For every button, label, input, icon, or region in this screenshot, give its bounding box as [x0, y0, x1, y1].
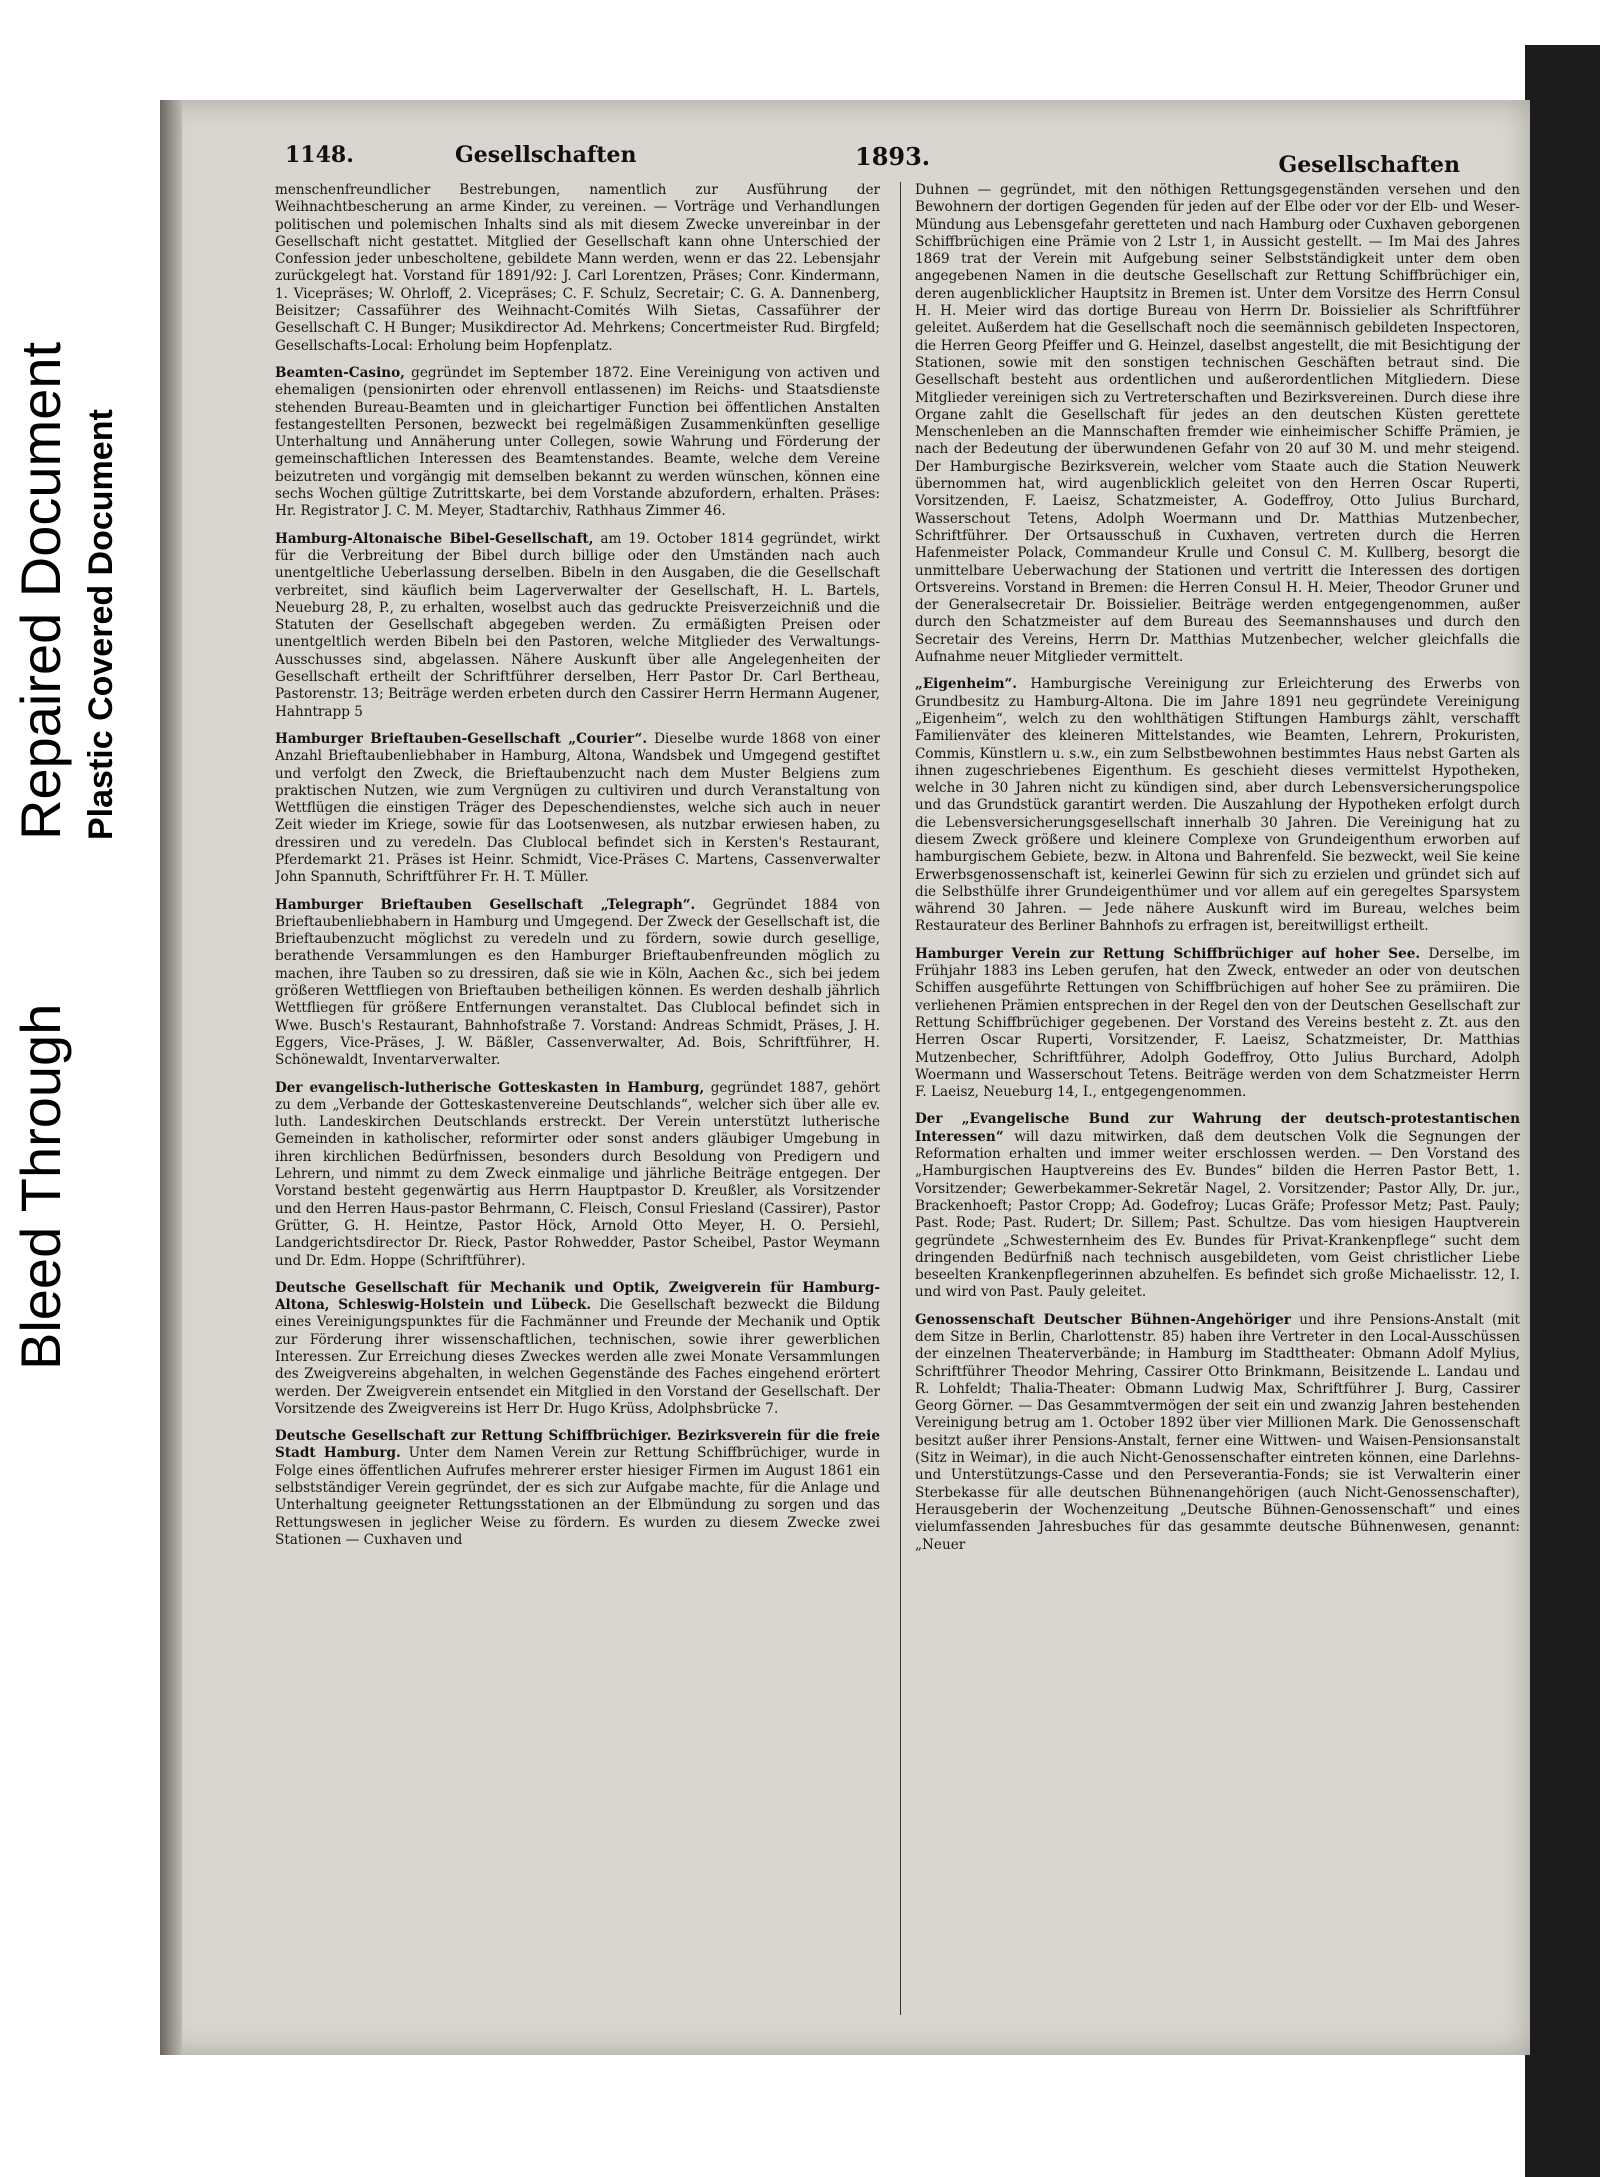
bleed-through-label: Bleed Through: [9, 1003, 72, 1370]
entry-head: Der „Evangelische Bund zur Wahrung der deutsch-protestantischen Interessen“: [915, 1111, 1520, 1145]
entry: [275, 1080, 880, 1270]
entry-head: Hamburger Verein zur Rettung Schiffbrüchiger auf hoher See.: [915, 945, 1421, 962]
entry-body: Dieselbe wurde 1868 von einer Anzahl Brieftaubenliebhaber in Hamburg, Altona, Wandsbek und Umgegend gestiftet und verfolgt den Zweck, die Brieftaubenzucht nach dem Muster Belgiens zum praktischen Nutzen, wie zum Vergnügen zu cultiviren und durch Veranstaltung von Wettflügen die einstigen Träger des Depeschendienstes, welche sich auch in neuer Zeit wieder im Kriege, sowie für das Lootsenwesen, als nutzbar erwiesen haben, zu dressiren und zu veredeln. Das Clublocal befindet sich in Kersten's Restaurant, Pferdemarkt 21. Präses ist Heinr. Schmidt, Vice-Präses C. Martens, Cassenverwalter John Spannuth, Schriftführer Fr. H. T. Müller.: [275, 730, 880, 886]
left-column: [275, 182, 880, 2015]
entry-body: Hamburgische Vereinigung zur Erleichterung des Erwerbs von Grundbesitz zu Hamburg-Altona. Die im Jahre 1891 neu gegründete Vereinigung „Eigenheim“, welch zu den wohlthätigen Stiftungen Hamburgs zählt, verschafft Familienväter des kleineren Mittelstandes, wie Beamten, Lehrern, Prokuristen, Commis, Künstlern u. s.w., ein zum Selbstbewohnen bestimmtes Haus nebst Garten als ihnen zugeschriebenes Eigenthum. Es geschieht dieses vermittelst Hypotheken, welche in 30 Jahren nicht zu kündigen sind, aber durch Lebensversicherungspolice und das Grundstück garantirt werden. Die Auszahlung der Hypotheken erfolgt durch die Lebensversicherungsgesellschaft innerhalb 30 Jahren. Die Vereinigung hat zu diesem Zweck größere und kleinere Complexe von Grundeigenthum erworben auf hamburgischem Gebiete, bezw. in Altona und Bahrenfeld. Sie bezweckt, weil Sie keine Erwerbsgenossenschaft ist, keinerlei Gewinn für sich zu erzielen und gründet sich auf die Selbsthülfe ihrer Grundeigenthümer und vor allem auf ein geregeltes Sparsystem während 30 Jahren. — Jede nähere Auskunft wird im Bureau, welches beim Restaurateur des Berliner Bahnhofs zu erfragen ist, bereitwilligst ertheilt.: [915, 676, 1520, 935]
entry-head: Der evangelisch-lutherische Gotteskasten in Hamburg,: [275, 1079, 705, 1096]
entry-body: Gegründet 1884 von Brieftaubenliebhabern in Hamburg und Umgegend. Der Zweck der Gesellschaft ist, die Brieftaubenzucht möglichst zu veredeln und zu fördern, sowie durch gesellige, berathende Versammlungen es den Hamburger Brieftaubenfreunden möglich zu machen, ihre Tauben so zu dressiren, daß sie wie in Köln, Aachen &c., sich bei jedem größeren Wettfliegen von Brieftauben betheiligen können. Es werden deshalb jährlich Wettfliegen für größere Entfernungen veranstaltet. Das Clublocal befindet sich in Wwe. Busch's Restaurant, Bahnhofstraße 7. Vorstand: Andreas Schmidt, Präses, J. H. Eggers, Vice-Präses, J. W. Bäßler, Cassenverwalter, Ad. Bois, Schriftführer, H. Schönewaldt, Inventarverwalter.: [275, 896, 880, 1069]
entry-head: Hamburger Brieftauben-Gesellschaft „Courier“.: [275, 730, 648, 747]
entry: [915, 1111, 1520, 1301]
binding-shadow: [160, 100, 182, 2055]
entry-head: Deutsche Gesellschaft zur Rettung Schiffbrüchiger. Bezirksverein für die freie Stadt Hamburg.: [275, 1428, 880, 1462]
entry-body: Die Gesellschaft bezweckt die Bildung eines Vereinigungspunktes für die Fachmänner und Freunde der Mechanik und Optik zur Förderung ihrer wissenschaftlichen, technischen, sowie ihrer gewerblichen Interessen. Zur Erreichung dieses Zweckes werden alle zwei Monate Versammlungen des Zweigvereins abgehalten, in welchen Gegenstände des Faches eingehend erörtert werden. Der Zweigverein entsendet ein Mitglied in den Vorstand der Gesellschaft. Der Vorsitzende des Zweigvereins ist Herr Dr. Hugo Krüss, Adolphsbrücke 7.: [275, 1297, 880, 1417]
year-label: 1893.: [855, 142, 931, 171]
entry-head: „Eigenheim“.: [915, 676, 1018, 693]
entry: [275, 182, 880, 355]
entry-body: gegründet 1887, gehört zu dem „Verbande der Gotteskastenvereine Deutschlands“, welcher sich über alle ev. luth. Landeskirchen Deutschlands erstreckt. Der Verein unterstützt lutherische Gemeinden in katholischer, reformirter oder sonst anders gläubiger Umgebung in ihren kirchlichen Bedürfnissen, besonders durch Besoldung von Predigern und Lehrern, und nimmt zu dem Zweck einmalige und jährliche Beiträge entgegen. Der Vorstand besteht gegenwärtig aus Herrn Hauptpastor D. Kreußler, als Vorsitzender und den Herren Haus-pastor Behrmann, C. Fleisch, Consul Friesland (Cassirer), Pastor Grütter, G. H. Heintze, Pastor Höck, Arnold Otto Meyer, H. O. Persiehl, Landgerichtsdirector Dr. Rieck, Pastor Rohwedder, Pastor Scheibel, Pastor Weymann und Dr. Edm. Hoppe (Schriftführer).: [275, 1079, 880, 1269]
entry-body: Derselbe, im Frühjahr 1883 ins Leben gerufen, hat den Zweck, entweder an oder von deutschen Schiffen ausgeführte Rettungen von Schiffbrüchigen auf hoher See zu prämiiren. Die verliehenen Prämien entsprechen in der Regel den von der Deutschen Gesellschaft zur Rettung Schiffbrüchiger gegebenen. Der Vorstand des Vereins besteht z. Zt. aus den Herren Oscar Ruperti, Vorsitzender, F. Laeisz, Schatzmeister, Dr. Matthias Mutzenbecher, Schriftführer, Adolph Godeffroy, Otto Julius Burchard, Adolph Woermann und Wasserschout Tetens. Beiträge werden von dem Schatzmeister Herrn F. Laeisz, Neueburg 14, I., entgegengenommen.: [915, 945, 1520, 1101]
entry: [275, 731, 880, 887]
entry-head: Genossenschaft Deutscher Bühnen-Angehöriger: [915, 1311, 1291, 1328]
entry-body: Duhnen — gegründet, mit den nöthigen Rettungsgegenständen versehen und den Bewohnern der dortigen Gegenden für jeden auf der Elbe oder vor der Elb- und Weser-Mündung aus Lebensgefahr geretteten und nach Hamburg oder Cuxhaven geborgenen Schiffbrüchigen eine Prämie von 2 Lstr 1, in Aussicht gestellt. — Im Mai des Jahres 1869 trat der Verein mit Aufgebung seiner Selbstständigkeit unter dem oben angegebenen Namen in die deutsche Gesellschaft zur Rettung Schiffbrüchiger ein, deren augenblicklicher Hauptsitz in Bremen ist. Unter dem Vorsitze des Herrn Consul H. H. Meier wird das dortige Bureau von Herrn Dr. Boissielier als Schriftführer geleitet. Außerdem hat die Gesellschaft noch die seemännisch gebildeten Inspectoren, die Herren Georg Pfeiffer und G. Heinzel, daselbst angestellt, die mit Besichtigung der Stationen, sowie mit den sonstigen technischen Geschäften betraut sind. Die Gesellschaft besteht aus ordentlichen und außerordentlichen Mitgliedern. Diese Mitglieder vereinigen sich zu Vertreterschaften und Bezirksvereinen. Durch diese ihre Organe zahlt die Gesellschaft für jedes an den deutschen Küsten gerettete Menschenleben an die Mannschaften fremder wie einheimischer Schiffe Prämien, je nach der Bedeutung der überwundenen Gefahr von 20 auf 30 M. und mehr steigend. Der Hamburgische Bezirksverein, welcher vom Staate auch die Station Neuwerk übernommen hat, wird augenblicklich geleitet von den Herren Oscar Ruperti, Vorsitzenden, F. Laeisz, Schatzmeister, A. Godeffroy, Otto Julius Burchard, Wasserschout Tetens, Adolph Woermann und Dr. Matthias Mutzenbecher, Schriftführer. Der Ortsausschuß in Cuxhaven, vertreten durch die Herren Hafenmeister Polack, Commandeur Krulle und Consul C. M. Kullberg, besorgt die unmittelbare Ueberwachung der Stationen und vertritt die Interessen des dortigen Ortsvereins. Vorstand in Bremen: die Herren Consul H. H. Meier, Theodor Gruner und der Generalsecretair Dr. Boissielier. Beiträge werden entgegengenommen, außer durch den Schatzmeister auf dem Bureau des Seemannshauses und durch den Secretair des Vereins, Herrn Dr. Matthias Mutzenbecher, welcher gleichfalls die Aufnahme neuer Mitglieder vermittelt.: [915, 182, 1520, 666]
entry-body: gegründet im September 1872. Eine Vereinigung von activen und ehemaligen (pensionirten oder ehrenvoll entlassenen) im Reichs- und Staatsdienste stehenden Bureau-Beamten und in gleichartiger Function bei öffentlichen Anstalten festangestellten Personen, bezweckt bei regelmäßigen Zusammenkünften gesellige Unterhaltung und Annäherung unter Collegen, sowie Wahrung und Förderung der gemeinschaftlichen Interessen des Beamtenstandes. Beamte, welche dem Vereine beizutreten und vorgängig mit demselben bekannt zu werden wünschen, können eine sechs Wochen gültige Zutrittskarte, bei dem Vorstande abzufordern, erhalten. Präses: Hr. Registrator J. C. M. Meyer, Stadtarchiv, Rathhaus Zimmer 46.: [275, 364, 880, 520]
margin-label-strip: [0, 0, 150, 2177]
entry-body: und ihre Pensions-Anstalt (mit dem Sitze in Berlin, Charlottenstr. 85) haben ihre Vertreter in den Local-Ausschüssen der einzelnen Theaterverbände; in Hamburg im Stadttheater: Obmann Adolf Mylius, Schriftführer Theodor Mehring, Cassirer Otto Brinkmann, Beisitzende L. Landau und R. Lohfeldt; Thalia-Theater: Obmann Ludwig Max, Schriftführer J. Burg, Cassirer Georg Görner. — Das Gesammtvermögen der seit ein und zwanzig Jahren bestehenden Vereinigung betrug am 1. October 1892 über vier Millionen Mark. Die Genossenschaft besitzt außer ihrer Pensions-Anstalt, ferner eine Wittwen- und Waisen-Pensionsanstalt (Sitz in Weimar), in die auch Nicht-Genossenschafter eintreten können, eine Darlehns- und Unterstützungs-Casse und den Perseverantia-Fonds; sie ist Verwalterin einer Sterbekasse für alle deutschen Bühnenangehörigen (auch Nicht-Genossenschafter), Herausgeberin der Wochenzeitung „Deutsche Bühnen-Genossenschaft“ und eines vielumfassenden Jahresbuches für das gesammte deutsche Bühnenwesen, genannt: „Neuer: [915, 1311, 1520, 1553]
entry: [275, 1280, 880, 1418]
entry-head: Beamten-Casino,: [275, 364, 405, 381]
column-divider: [900, 182, 901, 2015]
repaired-document-label: Repaired Document: [9, 341, 72, 840]
entry-body: Unter dem Namen Verein zur Rettung Schiffbrüchiger, wurde in Folge eines öffentlichen Aufrufes mehrerer erster hiesiger Firmen im August 1861 ein selbstständiger Verein gegründet, der es sich zur Aufgabe machte, für die Anlage und Unterhaltung geeigneter Rettungsstationen an der Elbmündung zu sorgen und das Rettungswesen in jeglicher Weise zu fördern. Es wurden zu diesem Zwecke zwei Stationen — Cuxhaven und: [275, 1445, 880, 1548]
entry-body: menschenfreundlicher Bestrebungen, namentlich zur Ausführung der Weihnachtbescherung an arme Kinder, zu vereinen. — Vorträge und Verhandlungen politischen und polemischen Inhalts sind als mit diesem Zwecke unvereinbar in der Gesellschaft nicht gestattet. Mitglied der Gesellschaft kann ohne Unterschied der Confession jeder unbescholtene, gebildete Mann werden, wenn er das 22. Lebensjahr zurückgelegt hat. Vorstand für 1891/92: J. Carl Lorentzen, Präses; Conr. Kindermann, 1. Vicepräses; W. Ohrloff, 2. Vicepräses; C. F. Schulz, Secretair; C. G. A. Dannenberg, Beisitzer; Cassaführer des Weihnacht-Comités Wilh Sietas, Cassaführer der Gesellschaft C. H Bunger; Musikdirector Ad. Mehrkens; Concertmeister Rud. Birgfeld; Gesellschafts-Local: Erholung beim Hopfenplatz.: [275, 182, 880, 354]
running-title-left: Gesellschaften: [455, 142, 637, 168]
running-title-right: Gesellschaften: [1278, 152, 1460, 178]
entry: [275, 531, 880, 721]
scanned-page: [160, 100, 1530, 2055]
entry: [275, 897, 880, 1070]
right-column: [915, 182, 1520, 2015]
entry: [915, 182, 1520, 666]
entry-head: Hamburg-Altonaische Bibel-Gesellschaft,: [275, 530, 594, 547]
plastic-covered-label: Plastic Covered Document: [82, 409, 120, 840]
entry-body: will dazu mitwirken, daß dem deutschen Volk die Segnungen der Reformation erhalten und immer weiter erschlossen werden. — Den Vorstand des „Hamburgischen Hauptvereins des Ev. Bundes“ bilden die Herren Pastor Bett, 1. Vorsitzender; Gewerbekammer-Sekretär Nagel, 2. Vorsitzender; Pastor Ally, Dr. jur., Brackenhoeft; Pastor Cropp; Ad. Godefroy; Lucas Gräfe; Professor Metz; Past. Pauly; Past. Rode; Past. Rudert; Dr. Sillem; Past. Schultze. Das vom hiesigen Hauptverein gegründete „Schwesternheim des Ev. Bundes für Privat-Krankenpflege“ sucht dem dringenden Bedürfniß nach technisch ausgebildeten, vom Geist christlicher Liebe beseelten Krankenpflegerinnen abzuhelfen. Es befindet sich große Michaelisstr. 12, I. und wird von Past. Pauly geleitet.: [915, 1128, 1520, 1301]
entry-head: Hamburger Brieftauben Gesellschaft „Telegraph“.: [275, 896, 696, 913]
entry: [915, 676, 1520, 935]
entry-head: Deutsche Gesellschaft für Mechanik und Optik, Zweigverein für Hamburg-Altona, Schleswig-Holstein und Lübeck.: [275, 1279, 880, 1314]
running-head: [275, 142, 1500, 182]
entry: [915, 1312, 1520, 1554]
entry: [275, 1428, 880, 1549]
entry-body: am 19. October 1814 gegründet, wirkt für die Verbreitung der Bibel durch billige oder den Umständen nach auch unentgeltliche Ueberlassung derselben. Bibeln in den Ausgaben, die die Gesellschaft verbreitet, sind käuflich beim Lagerverwalter der Gesellschaft, H. L. Bartels, Neueburg 28, P., zu erhalten, woselbst auch das gedruckte Preisverzeichniß und die Statuten der Gesellschaft abgegeben werden. Zu ermäßigten Preisen oder unentgeltlich werden Bibeln bei den Pastoren, welche Mitglieder des Verwaltungs-Ausschusses sind, abgelassen. Nähere Auskunft über alle Angelegenheiten der Gesellschaft ertheilt der Schriftführer derselben, Herr Pastor Dr. Carl Bertheau, Pastorenstr. 13; Beiträge werden erbeten durch den Cassirer Herrn Hermann Augener, Hahntrapp 5: [275, 530, 880, 720]
entry: [915, 946, 1520, 1102]
entry: [275, 365, 880, 521]
scan-dark-edge: [1525, 45, 1600, 2177]
page-number: 1148.: [285, 142, 354, 168]
